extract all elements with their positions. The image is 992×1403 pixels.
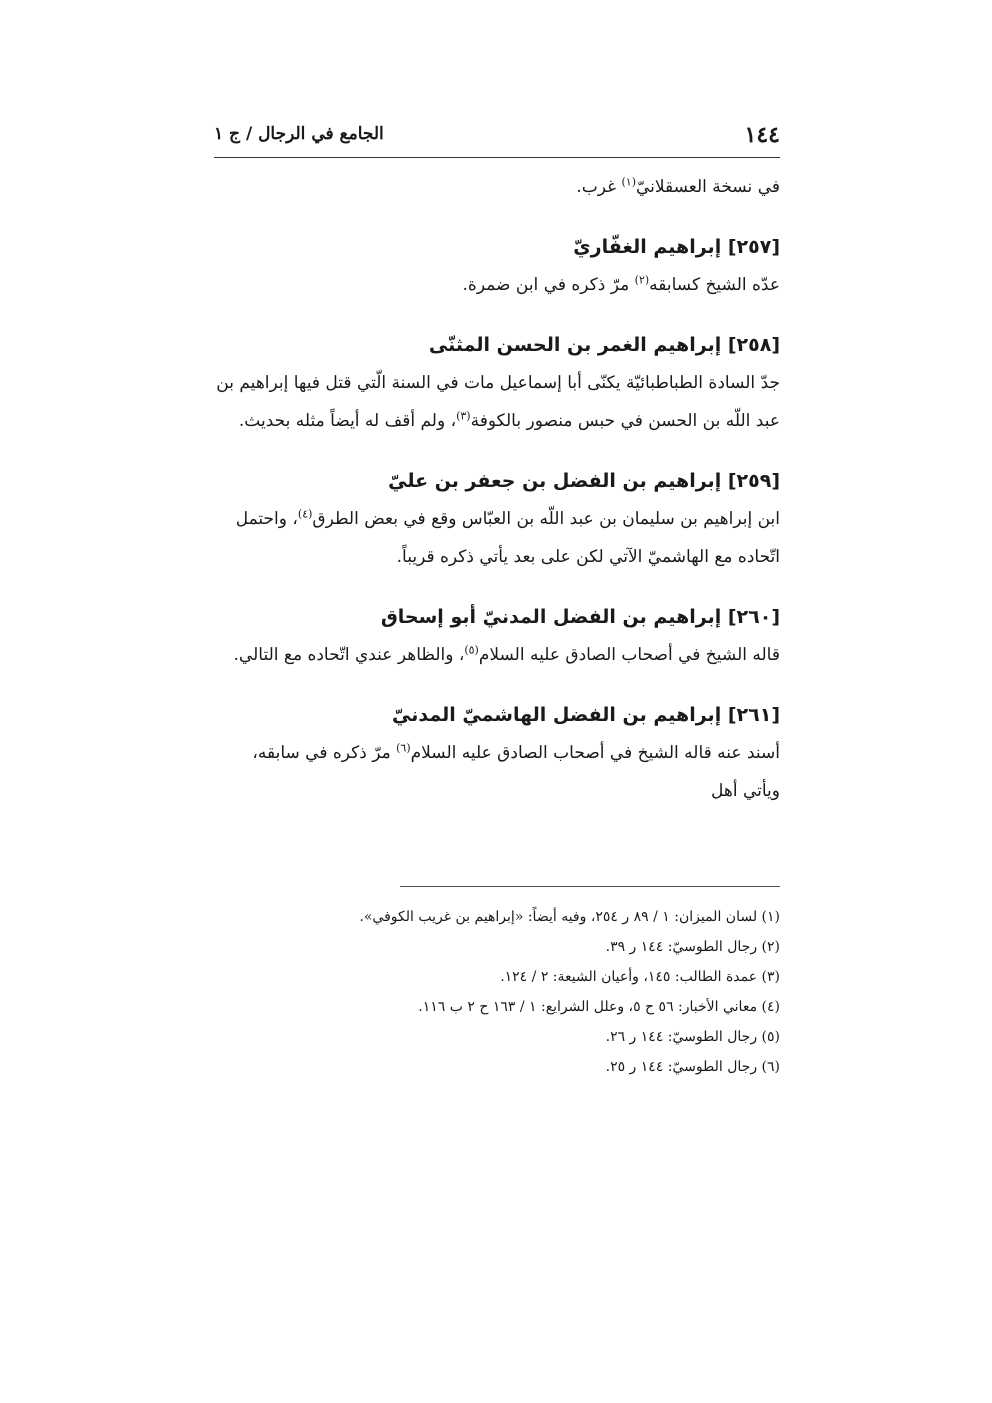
footnote-marker: (١) — [621, 175, 636, 189]
paragraph-text: ، والظاهر عندي اتّحاده مع التالي. — [233, 645, 465, 665]
entry-heading-259: [٢٥٩] إبراهيم بن الفضل بن جعفر بن عليّ — [388, 470, 780, 492]
footnote-2: (٢) رجال الطوسيّ: ١٤٤ ر ٣٩. — [605, 939, 780, 955]
paragraph-text: جدّ السادة الطباطبائيّة يكنّى أبا إسماعيل مات في السنة الّتي قتل فيها إبراهيم بن عبد اللّه بن الحسن في حبس منصور بالكوفة — [216, 373, 780, 431]
paragraph-text: قاله الشيخ في أصحاب الصادق عليه السلام — [478, 645, 780, 665]
footnote-3: (٣) عمدة الطالب: ١٤٥، وأعيان الشيعة: ٢ / ١٢٤. — [500, 969, 780, 985]
paragraph-text: ، ولم أقف له أيضاً مثله بحديث. — [238, 411, 457, 431]
entry-body-261 — [214, 734, 780, 810]
entry-heading-261: [٢٦١] إبراهيم بن الفضل الهاشميّ المدنيّ — [392, 704, 780, 726]
running-header — [214, 118, 780, 158]
paragraph-text: عدّه الشيخ كسابقه — [649, 275, 780, 295]
footnote-marker: (٢) — [634, 273, 650, 287]
footnote-marker: (٣) — [456, 409, 471, 423]
footnote-divider — [400, 886, 780, 887]
entry-body-260 — [214, 636, 780, 674]
paragraph-text: ابن إبراهيم بن سليمان بن عبد اللّه بن العبّاس وقع في بعض الطرق — [312, 509, 780, 529]
entry-heading-258: [٢٥٨] إبراهيم الغمر بن الحسن المثنّى — [428, 334, 780, 356]
footnote-4: (٤) معاني الأخبار: ٥٦ ح ٥، وعلل الشرايع: ١ / ١٦٣ ح ٢ ب ١١٦. — [418, 999, 780, 1015]
footnote-marker: (٦) — [396, 741, 411, 755]
page-number: ١٤٤ — [744, 122, 780, 148]
paragraph-text: أسند عنه قاله الشيخ في أصحاب الصادق عليه السلام — [410, 743, 780, 763]
paragraph-text: ، واحتمل اتّحاده مع الهاشميّ الآتي لكن على بعد يأتي ذكره قريباً. — [235, 509, 780, 567]
footnote-5: (٥) رجال الطوسيّ: ١٤٤ ر ٢٦. — [605, 1029, 780, 1045]
header-divider — [214, 157, 780, 158]
entry-body-259 — [214, 500, 780, 576]
opening-paragraph — [214, 168, 780, 206]
footnote-marker: (٤) — [297, 507, 313, 521]
footnote-1: (١) لسان الميزان: ١ / ٨٩ ر ٢٥٤، وفيه أيضاً: «إبراهيم بن غريب الكوفي». — [359, 909, 780, 925]
paragraph-text: مرّ ذكره في سابقه، ويأتي أهل — [252, 743, 780, 801]
paragraph-text: غرب. — [576, 177, 622, 197]
entry-heading-260: [٢٦٠] إبراهيم بن الفضل المدنيّ أبو إسحاق — [380, 606, 780, 628]
footnotes — [214, 902, 780, 1082]
entry-body-257 — [214, 266, 780, 304]
entry-body-258 — [214, 364, 780, 440]
running-title: الجامع في الرجال / ج ١ — [214, 124, 384, 144]
paragraph-text: في نسخة العسقلانيّ — [635, 177, 780, 197]
paragraph-text: مرّ ذكره في ابن ضمرة. — [462, 275, 635, 295]
footnote-marker: (٥) — [464, 643, 479, 657]
entry-heading-257: [٢٥٧] إبراهيم الغفّاريّ — [573, 236, 780, 258]
main-text — [214, 168, 780, 810]
footnote-6: (٦) رجال الطوسيّ: ١٤٤ ر ٢٥. — [605, 1059, 780, 1075]
